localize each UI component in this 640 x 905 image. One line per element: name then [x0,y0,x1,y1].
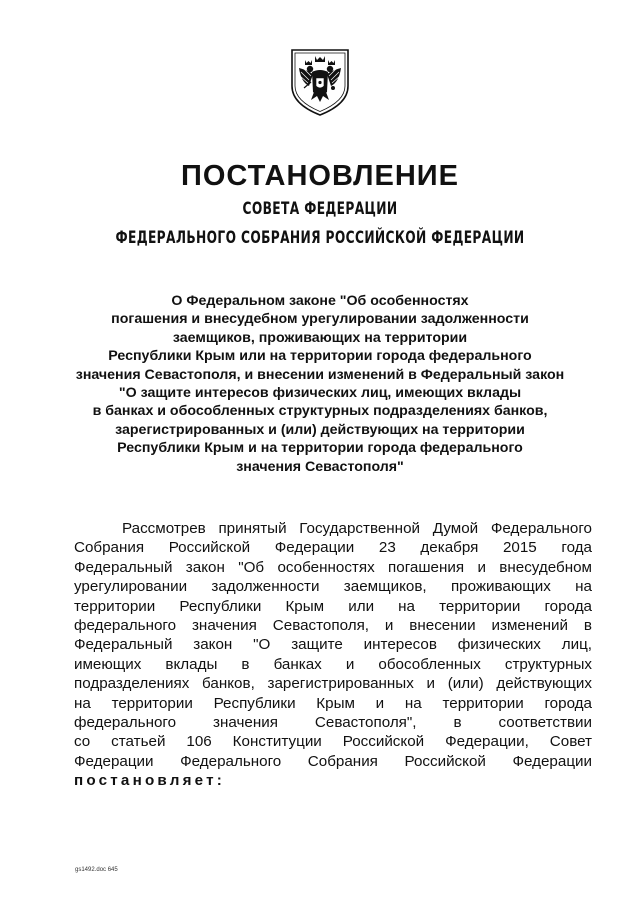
issuer-line-2: ФЕДЕРАЛЬНОГО СОБРАНИЯ РОССИЙСКОЙ ФЕДЕРАЦИИ [115,228,525,248]
body-line: Рассмотрев принятый Государственной Думой Федерального [122,520,592,537]
subject-line: "О защите интересов физических лиц, имеющих вклады [118,385,522,402]
document-reference: gs1492.doc 645 [75,867,118,873]
subject-line: Республики Крым и на территории города федерального [117,440,523,457]
body-line: территории Республики Крым или на территории города [74,597,592,615]
body-line: подразделениях банков, зарегистрированных и (или) действующих [74,675,592,693]
body-line: федерального значения Севастополя", в соответствии [74,713,592,731]
resolution-body [74,519,592,790]
subject-line: заемщиков, проживающих на территории [172,329,468,346]
subject-line: в банках и обособленных структурных подразделениях банков, [92,403,548,420]
subject-line: Республики Крым или на территории города федерального [108,348,532,365]
body-line: на территории Республики Крым и на территории города [74,694,592,712]
body-line: Федерации Федерального Собрания Российской Федерации [74,752,592,770]
body-line: Собрания Российской Федерации 23 декабря 2015 года [74,539,592,557]
issuer-line-1: СОВЕТА ФЕДЕРАЦИИ [242,199,398,219]
body-line: Федеральный закон "Об особенностях погашения и внесудебном [74,558,592,576]
resolution-subject [70,292,570,476]
body-line: федерального значения Севастополя, и внесении изменений в [74,616,592,634]
subject-line: зарегистрированных и (или) действующих на территории [115,421,525,438]
body-line: урегулировании задолженности заемщиков, проживающих на [74,578,592,596]
body-line: Федеральный закон "О защите интересов физических лиц, [74,636,592,654]
subject-line: О Федеральном законе "Об особенностях [171,293,469,309]
subject-line: значения Севастополя" [236,458,404,475]
document-title: ПОСТАНОВЛЕНИЕ [181,160,459,192]
coat-of-arms-icon [287,42,353,118]
body-line: имеющих вклады в банках и обособленных структурных [74,655,592,673]
body-line: со статьей 106 Конституции Российской Федерации, Совет [74,733,592,751]
subject-line: значения Севастополя, и внесении изменений в Федеральный закон [75,366,565,383]
resolution-verb: постановляет: [74,772,226,790]
subject-line: погашения и внесудебном урегулировании задолженности [111,311,529,328]
